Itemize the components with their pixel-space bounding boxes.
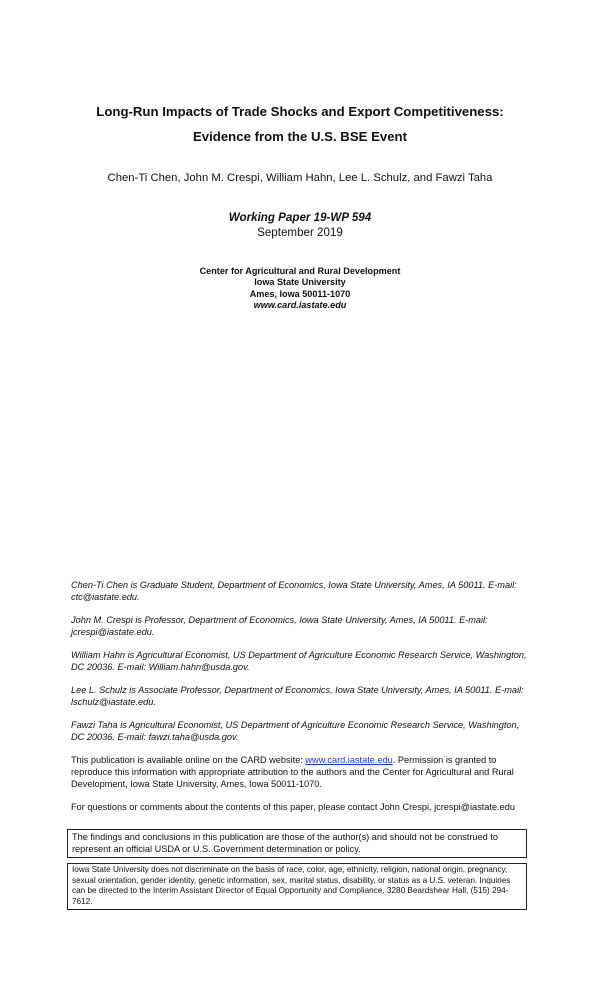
paper-title-line-2: Evidence from the U.S. BSE Event xyxy=(193,129,407,144)
nondiscrimination-statement-box: Iowa State University does not discriminate on the basis of race, color, age, ethnicity, religion, national origin, pregnancy, sexual orientation, gender identity, genetic information, sex, marital status, disability, or status as a U.S. veteran. Inquiries can be directed to the Interim Assistant Director of Equal Opportunity and Compliance, 3280 Beardshear Hall, (515) 294-7612. xyxy=(67,863,527,910)
working-paper-number: Working Paper 19-WP 594 xyxy=(228,211,372,224)
institution-website: www.card.iastate.edu xyxy=(253,300,347,311)
publication-text-before: This publication is available online on the CARD website: xyxy=(71,755,306,765)
paper-title-line-1: Long-Run Impacts of Trade Shocks and Export Competitiveness: xyxy=(96,104,504,119)
university-name: Iowa State University xyxy=(254,277,346,288)
contact-note: For questions or comments about the contents of this paper, please contact John Crespi, jcrespi@iastate.edu xyxy=(71,802,515,812)
usda-disclaimer-box: The findings and conclusions in this publication are those of the author(s) and should not be construed to represent an official USDA or U.S. Government determination or policy. xyxy=(67,829,527,858)
institution-address: Ames, Iowa 50011-1070 xyxy=(249,288,351,299)
author-note-crespi: John M. Crespi is Professor, Department of Economics, Iowa State University, Ames, IA 50011. E-mail: jcrespi@iastate.edu. xyxy=(71,615,488,637)
author-note-chen: Chen-Ti Chen is Graduate Student, Department of Economics, Iowa State University, Ames, IA 50011. E-mail: ctc@iastate.edu. xyxy=(71,580,517,602)
publication-availability xyxy=(71,754,529,790)
institution-name: Center for Agricultural and Rural Development xyxy=(199,266,401,276)
paper-title xyxy=(40,102,560,147)
card-website-link[interactable]: www.card.iastate.edu xyxy=(305,755,393,765)
author-notes xyxy=(71,579,529,824)
author-list: Chen-Ti Chen, John M. Crespi, William Hahn, Lee L. Schulz, and Fawzi Taha xyxy=(107,172,493,184)
publication-date: September 2019 xyxy=(257,226,343,239)
author-note-taha: Fawzi Taha is Agricultural Economist, US Department of Agriculture Economic Research Service, Washington, DC 20036. E-mail: fawzi.taha@usda.gov. xyxy=(71,720,520,742)
author-note-schulz: Lee L. Schulz is Associate Professor, Department of Economics, Iowa State University, Ames, IA 50011. E-mail: lschulz@iastate.edu. xyxy=(71,685,524,707)
publication-text-after: . Permission is granted to reproduce this information with appropriate attribution to the authors and the Center for Agricultural and Rural Development, Iowa State University, Ames, Iowa 50011-1070. xyxy=(71,755,514,789)
author-note-hahn: William Hahn is Agricultural Economist, US Department of Agriculture Economic Research Service, Washington, DC 20036. E-mail: William.hahn@usda.gov. xyxy=(71,650,527,672)
institution-block xyxy=(40,266,560,312)
